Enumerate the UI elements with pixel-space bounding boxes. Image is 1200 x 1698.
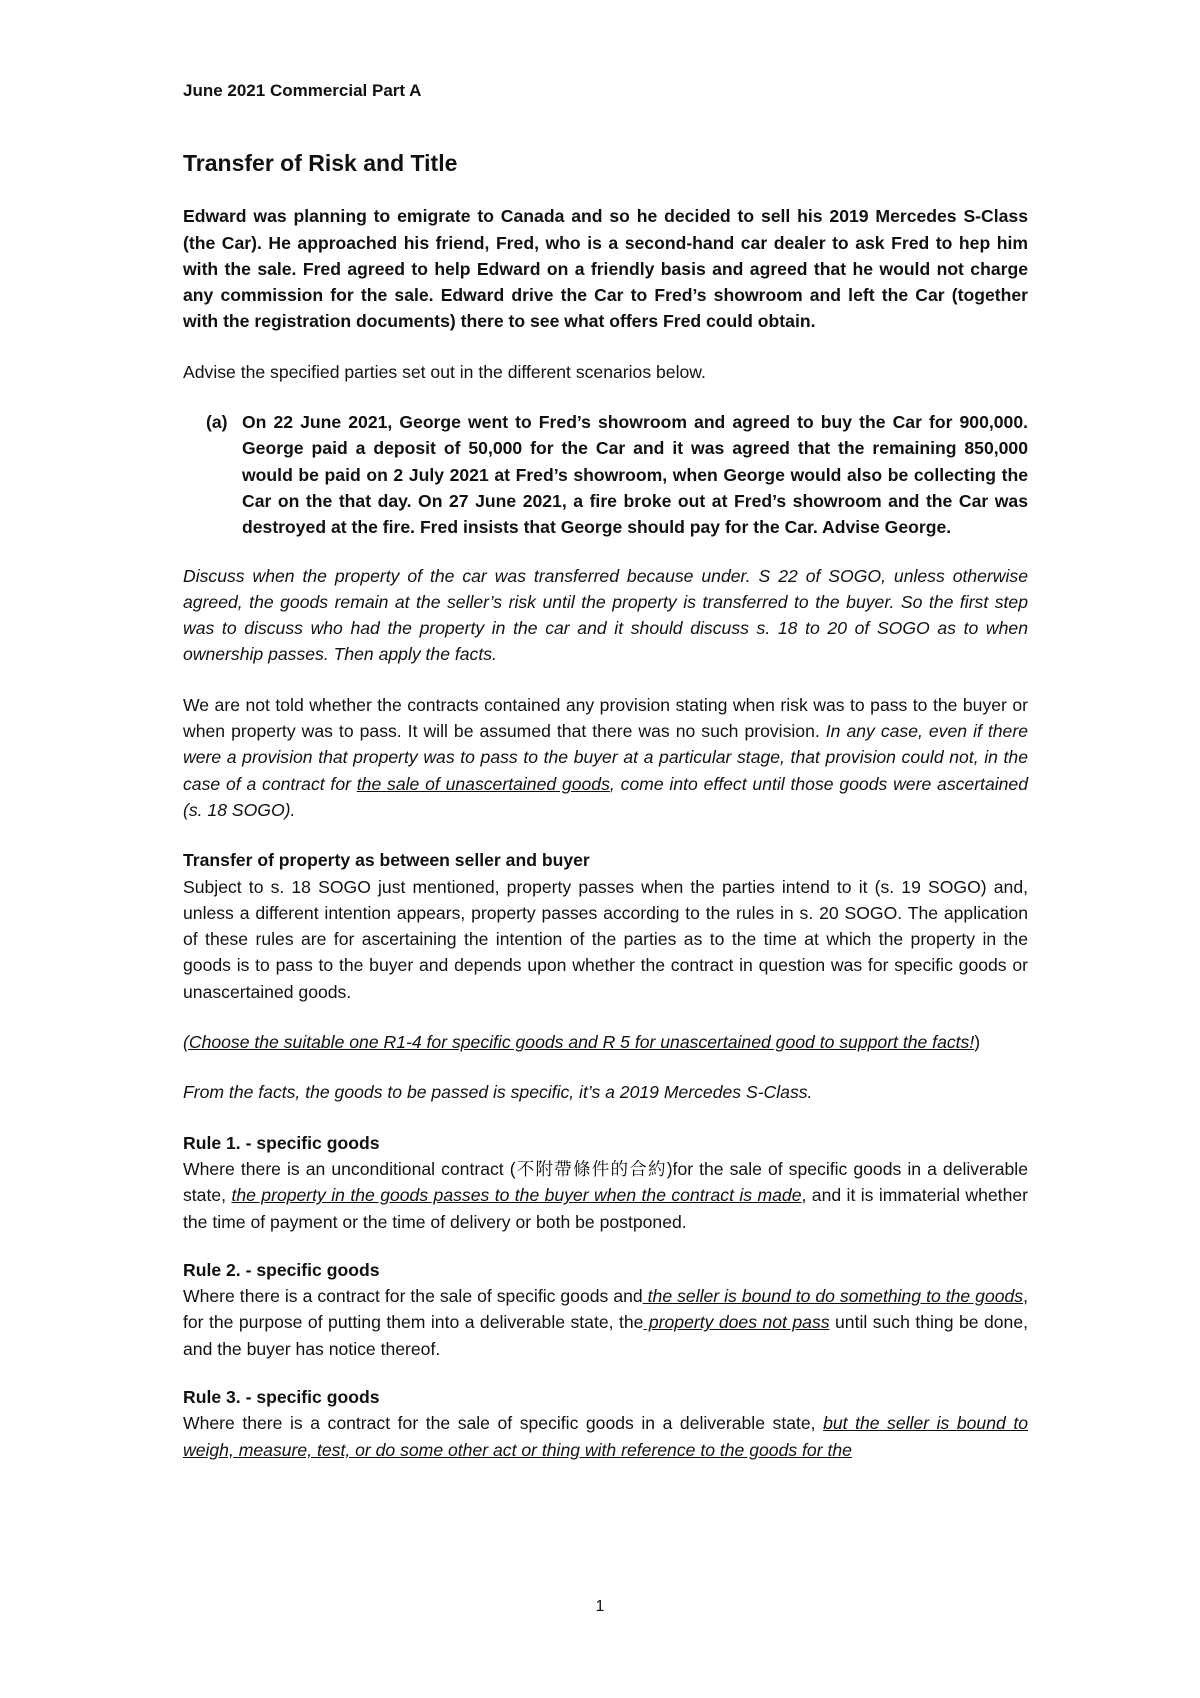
provision-italic-1: In any case, even if there were a provision that property was to pass to the buyer at a particular stage, that provision could not, in the case of a contract for — [183, 721, 1028, 794]
facts-note: From the facts, the goods to be passed is specific, it’s a 2019 Mercedes S-Class. — [183, 1082, 813, 1103]
question-a — [206, 409, 1028, 540]
rule-text-part: until such thing be done, and the buyer has notice thereof. — [183, 1312, 1028, 1359]
choose-note-text: (Choose the suitable one R1-4 for specific goods and R 5 for unascertained good to support the facts! — [183, 1032, 975, 1053]
discussion-paragraph: Discuss when the property of the car was transferred because under. S 22 of SOGO, unless otherwise agreed, the goods remain at the seller’s risk until the property is transferred to the buyer. So the first step was to discuss who had the property in the car and it should discuss s. 18 to 20 of SOGO as to when ownership passes. Then apply the facts. — [183, 565, 1028, 665]
running-header: June 2021 Commercial Part A — [183, 81, 422, 100]
provision-paragraph — [183, 692, 1028, 823]
provision-underlined: the sale of unascertained goods — [356, 773, 610, 794]
instruction-paragraph: Advise the specified parties set out in the different scenarios below. — [183, 361, 706, 382]
rule-underlined-part: the property in the goods passes to the buyer when the contract is made — [231, 1185, 802, 1206]
rule-text-part: , and it is immaterial whether the time of payment or the time of delivery or both be postponed. — [183, 1185, 1028, 1232]
page-number: 1 — [595, 1598, 605, 1615]
rule-2 — [183, 1257, 1028, 1362]
question-text: On 22 June 2021, George went to Fred’s showroom and agreed to buy the Car for 900,000. George paid a deposit of 50,000 for the Car and it was agreed that the remaining 850,000 would be paid on 2 July 2021 at Fred’s showroom, when George would also be collecting the Car on the that day. On 27 June 2021, a fire broke out at Fred’s showroom and the Car was destroyed at the fire. Fred insists that George should pay for the Car. Advise George. — [242, 412, 1028, 538]
rule-underlined-part: property does not pass — [643, 1312, 830, 1333]
document-title: Transfer of Risk and Title — [183, 150, 458, 177]
rule-text-part: Where there is an unconditional contract (不附帶條件的合約)for the sale of specific goods in a deliverable state, — [183, 1158, 1028, 1206]
question-label: (a) — [206, 412, 228, 433]
rule-text — [183, 1156, 1028, 1235]
rule-underlined-part: the seller is bound to do something to the goods — [642, 1286, 1024, 1307]
rule-heading: Rule 2. - specific goods — [183, 1259, 380, 1280]
rule-underlined-part: but the seller is bound to weigh, measure, test, or do some other act or thing with reference to the goods for the — [183, 1413, 1028, 1460]
rule-heading: Rule 3. - specific goods — [183, 1386, 380, 1407]
rule-text — [183, 1410, 1028, 1463]
rule-heading: Rule 1. - specific goods — [183, 1132, 380, 1153]
rule-text-part: , for the purpose of putting them into a deliverable state, the — [183, 1286, 1028, 1333]
rule-1 — [183, 1130, 1028, 1235]
choose-note — [183, 1029, 1028, 1055]
rule-text — [183, 1283, 1028, 1362]
page-content — [183, 78, 1028, 1463]
rule-text-part: Where there is a contract for the sale of specific goods in a deliverable state, — [183, 1413, 824, 1434]
choose-note-close: ) — [974, 1032, 981, 1053]
transfer-section-text: Subject to s. 18 SOGO just mentioned, property passes when the parties intend to it (s. 19 SOGO) and, unless a different intention appears, property passes according to the rules in s. 20 SOGO. The application of these rules are for ascertaining the intention of the parties as to the time at which the property in the goods is to pass to the buyer and depends upon whether the contract in question was for specific goods or unascertained goods. — [183, 876, 1028, 1002]
facts-paragraph: Edward was planning to emigrate to Canada and so he decided to sell his 2019 Mercedes S-Class (the Car). He approached his friend, Fred, who is a second-hand car dealer to ask Fred to hep him with the sale. Fred agreed to help Edward on a friendly basis and agreed that he would not charge any commission for the sale. Edward drive the Car to Fred’s showroom and left the Car (together with the registration documents) there to see what offers Fred could obtain. — [183, 206, 1028, 332]
transfer-section-heading: Transfer of property as between seller and buyer — [183, 850, 590, 871]
rule-3 — [183, 1384, 1028, 1463]
provision-italic-2: , come into effect until those goods were ascertained (s. 18 SOGO). — [183, 773, 1028, 820]
rule-text-part: Where there is a contract for the sale of specific goods and — [183, 1286, 643, 1307]
provision-plain: We are not told whether the contracts contained any provision stating when risk was to pass to the buyer or when property was to pass. It will be assumed that there was no such provision. — [183, 694, 1028, 742]
